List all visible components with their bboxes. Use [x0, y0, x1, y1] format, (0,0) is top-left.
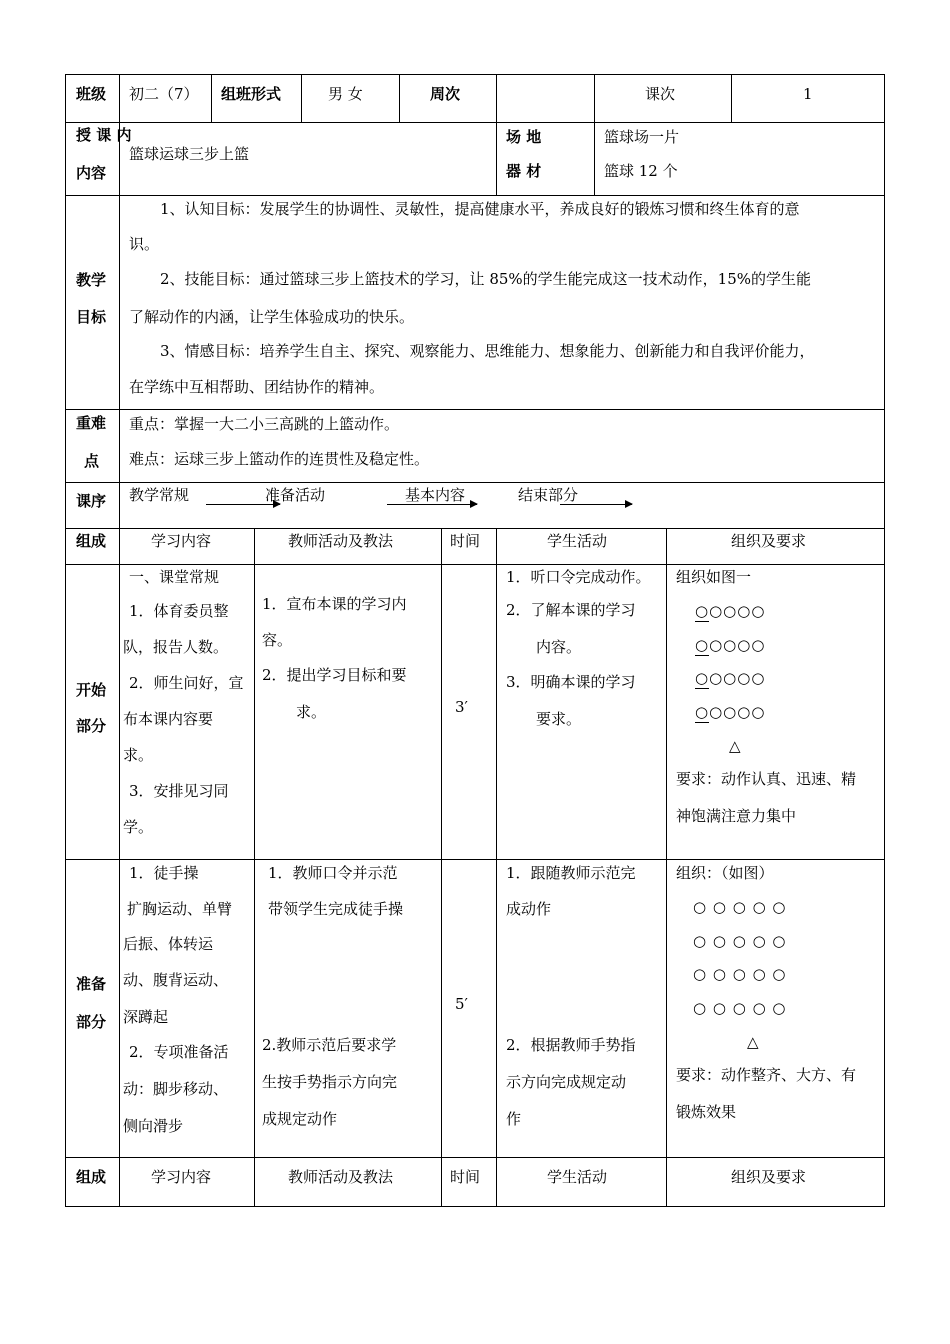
- start-formation-row: ○○○○○: [695, 669, 766, 687]
- prep-content-line: 1．徒手操: [129, 864, 199, 882]
- prep-content-line: 动、腹背运动、: [123, 971, 229, 989]
- venue-label: 场 地: [506, 128, 542, 146]
- group-label: 组班形式: [221, 85, 282, 103]
- start-teacher-line: 求。: [296, 703, 327, 721]
- objectives-label-line2: 目标: [76, 308, 107, 326]
- prep-formation-row: ○ ○ ○ ○ ○: [693, 965, 787, 983]
- prep-content-line: 后振、体转运: [123, 935, 214, 953]
- venue-value: 篮球场一片: [604, 128, 680, 146]
- start-label-line2: 部分: [76, 717, 107, 735]
- key-point: 重点：掌握一大二小三高跳的上篮动作。: [129, 415, 400, 433]
- group-value: 男 女: [328, 85, 363, 103]
- start-teacher-marker: △: [729, 737, 741, 755]
- lesson-value: 1: [803, 85, 813, 103]
- start-req-line: 神饱满注意力集中: [676, 807, 797, 825]
- sequence-arrow: [387, 504, 477, 505]
- prep-label-line1: 准备: [76, 975, 107, 993]
- objective-line: 3、情感目标：培养学生自主、探究、观察能力、思维能力、想象能力、创新能力和自我评价能力，: [160, 342, 815, 360]
- lesson-content: 篮球运球三步上篮: [129, 145, 250, 163]
- prep-student-line: 作: [506, 1110, 522, 1128]
- objective-line: 在学练中互相帮助、团结协作的精神。: [129, 378, 385, 396]
- objective-line: 了解动作的内涵，让学生体验成功的快乐。: [129, 308, 415, 326]
- col-header-org: 组织及要求: [731, 532, 807, 550]
- start-student-line: 3．明确本课的学习: [506, 673, 636, 691]
- start-content-line: 布本课内容要: [123, 710, 214, 728]
- start-teacher-line: 1．宣布本课的学习内: [262, 595, 407, 613]
- start-student-line: 内容。: [536, 638, 582, 656]
- start-label-line1: 开始: [76, 681, 107, 699]
- col-header-content: 学习内容: [151, 532, 212, 550]
- prep-org-title: 组织：（如图）: [676, 864, 774, 882]
- prep-content-line: 2．专项准备活: [129, 1043, 229, 1061]
- col-header-section: 组成: [76, 532, 107, 550]
- sequence-arrow: [560, 504, 632, 505]
- start-content-line: 队，报告人数。: [123, 638, 229, 656]
- prep-content-line: 侧向滑步: [123, 1117, 184, 1135]
- col-header-teacher: 教师活动及教法: [288, 532, 394, 550]
- keypoints-label-line2: 点: [84, 452, 100, 470]
- col-header-teacher-repeat: 教师活动及教法: [288, 1168, 394, 1186]
- week-label: 周次: [430, 85, 461, 103]
- col-header-student: 学生活动: [547, 532, 608, 550]
- col-header-time: 时间: [450, 532, 481, 550]
- objective-line: 2、技能目标：通过篮球三步上篮技术的学习，让 85%的学生能完成这一技术动作，15%的学生能: [160, 270, 811, 288]
- prep-content-line: 动：脚步移动、: [123, 1080, 229, 1098]
- sequence-step: 结束部分: [518, 486, 579, 504]
- sequence-step: 教学常规: [129, 486, 190, 504]
- start-content-line: 2．师生问好，宣: [129, 674, 244, 692]
- col-header-content-repeat: 学习内容: [151, 1168, 212, 1186]
- sequence-label: 课序: [76, 492, 107, 510]
- prep-teacher-line: 1．教师口令并示范: [268, 864, 398, 882]
- lesson-plan-table: [65, 74, 885, 1207]
- content-label-line2: 内容: [76, 164, 107, 182]
- prep-student-line: 2．根据教师手势指: [506, 1036, 636, 1054]
- start-teacher-line: 容。: [262, 631, 293, 649]
- prep-student-line: 1．跟随教师示范完: [506, 864, 636, 882]
- col-header-org-repeat: 组织及要求: [731, 1168, 807, 1186]
- prep-teacher-line: 2.教师示范后要求学: [262, 1036, 397, 1054]
- difficulty-point: 难点：运球三步上篮动作的连贯性及稳定性。: [129, 450, 430, 468]
- start-req-line: 要求：动作认真、迅速、精: [676, 770, 857, 788]
- prep-teacher-line: 生按手势指示方向完: [262, 1073, 398, 1091]
- start-time: 3′: [455, 698, 468, 716]
- class-value: 初二（7）: [129, 85, 199, 103]
- start-teacher-line: 2．提出学习目标和要: [262, 666, 407, 684]
- start-formation-row: ○○○○○: [695, 703, 766, 721]
- start-content-line: 1．体育委员整: [129, 602, 229, 620]
- start-student-line: 2．了解本课的学习: [506, 601, 636, 619]
- lesson-label: 课次: [645, 85, 676, 103]
- prep-student-line: 示方向完成规定动: [506, 1073, 627, 1091]
- start-content-line: 一、课堂常规: [129, 568, 220, 586]
- start-student-line: 1．听口令完成动作。: [506, 568, 651, 586]
- class-label: 班级: [76, 85, 107, 103]
- prep-time: 5′: [455, 995, 468, 1013]
- col-header-student-repeat: 学生活动: [547, 1168, 608, 1186]
- prep-teacher-marker: △: [747, 1033, 759, 1051]
- prep-req-line: 锻炼效果: [676, 1103, 737, 1121]
- prep-student-line: 成动作: [506, 900, 552, 918]
- start-content-line: 学。: [123, 818, 154, 836]
- prep-content-line: 深蹲起: [123, 1008, 169, 1026]
- objectives-label-line1: 教学: [76, 271, 107, 289]
- prep-label-line2: 部分: [76, 1013, 107, 1031]
- objective-line: 1、认知目标：发展学生的协调性、灵敏性，提高健康水平，养成良好的锻炼习惯和终生体育的意: [160, 200, 800, 218]
- prep-content-line: 扩胸运动、单臂: [127, 900, 233, 918]
- prep-teacher-line: 成规定动作: [262, 1110, 338, 1128]
- objective-line: 识。: [129, 235, 160, 253]
- content-label-line1: 授 课 内: [76, 126, 132, 144]
- col-header-section-repeat: 组成: [76, 1168, 107, 1186]
- prep-teacher-line: 带领学生完成徒手操: [268, 900, 404, 918]
- equipment-label: 器 材: [506, 162, 542, 180]
- start-student-line: 要求。: [536, 710, 582, 728]
- start-formation-row: ○○○○○: [695, 602, 766, 620]
- start-content-line: 3．安排见习同: [129, 782, 229, 800]
- start-formation-row: ○○○○○: [695, 636, 766, 654]
- sequence-step: 准备活动: [265, 486, 326, 504]
- col-header-time-repeat: 时间: [450, 1168, 481, 1186]
- keypoints-label-line1: 重难: [76, 414, 107, 432]
- prep-formation-row: ○ ○ ○ ○ ○: [693, 999, 787, 1017]
- start-org-title: 组织如图一: [676, 568, 752, 586]
- prep-formation-row: ○ ○ ○ ○ ○: [693, 898, 787, 916]
- sequence-step: 基本内容: [405, 486, 466, 504]
- sequence-arrow: [206, 504, 280, 505]
- prep-formation-row: ○ ○ ○ ○ ○: [693, 932, 787, 950]
- start-content-line: 求。: [123, 746, 154, 764]
- prep-req-line: 要求：动作整齐、大方、有: [676, 1066, 857, 1084]
- equipment-value: 篮球 12 个: [604, 162, 678, 180]
